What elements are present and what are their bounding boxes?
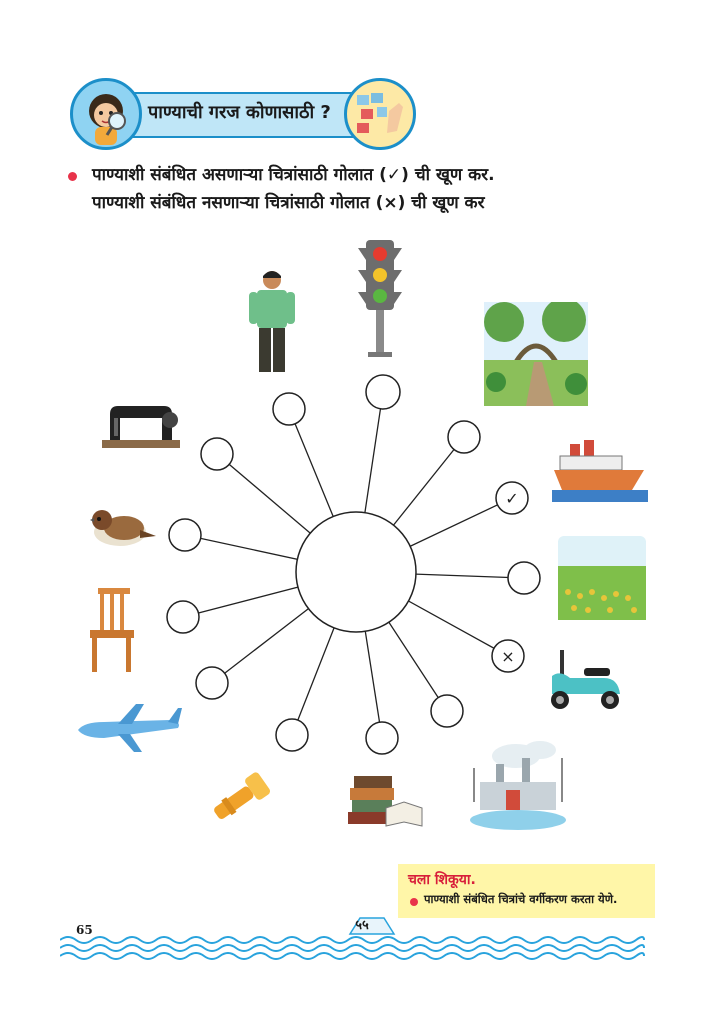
bullet-dot: [410, 898, 418, 906]
learning-title: चला शिकूया.: [408, 872, 476, 888]
sewing-machine-icon: [100, 400, 182, 450]
wheel-hub: [296, 512, 416, 632]
sparrow-icon: [88, 498, 158, 554]
learning-item: पाण्याशी संबंधित चित्रांचे वर्गीकरण करता येणे.: [424, 892, 618, 906]
answer-circle-factory[interactable]: [431, 695, 463, 727]
answer-circle-sparrow[interactable]: [169, 519, 201, 551]
ship-icon: [552, 436, 648, 502]
instruction-line-2: पाण्याशी संबंधित नसणाऱ्या चित्रांसाठी गोलात (×) ची खूण कर: [92, 193, 485, 213]
answer-circle-chair[interactable]: [167, 601, 199, 633]
answer-circle-traffic-light[interactable]: [366, 375, 400, 409]
traffic-light-icon: [356, 236, 404, 358]
torch-icon: [205, 766, 279, 828]
man-icon: [245, 268, 299, 374]
answer-circle-field[interactable]: [508, 562, 540, 594]
answer-circle-torch[interactable]: [276, 719, 308, 751]
instruction-line-1: पाण्याशी संबंधित असणाऱ्या चित्रांसाठी गोलात (✓) ची खूण कर.: [92, 165, 495, 185]
scooter-icon: [544, 648, 626, 714]
cross-mark: ×: [501, 647, 515, 666]
learning-outcome-box: [398, 864, 655, 918]
garden-icon: [484, 302, 588, 406]
answer-circle-books[interactable]: [366, 722, 398, 754]
check-mark: ✓: [505, 489, 519, 508]
answer-circle-garden[interactable]: [448, 421, 480, 453]
airplane-icon: [74, 700, 184, 756]
answer-circle-airplane[interactable]: [196, 667, 228, 699]
books-icon: [346, 768, 424, 832]
header-title: पाण्याची गरज कोणासाठी ?: [148, 102, 331, 123]
field-icon: [558, 536, 646, 620]
answer-circle-man[interactable]: [273, 393, 305, 425]
answer-circle-sewing-machine[interactable]: [201, 438, 233, 470]
page-number-marathi: ५५: [355, 918, 369, 933]
factory-icon: [466, 738, 572, 832]
page-number: 65: [76, 923, 93, 937]
chair-icon: [86, 584, 138, 674]
